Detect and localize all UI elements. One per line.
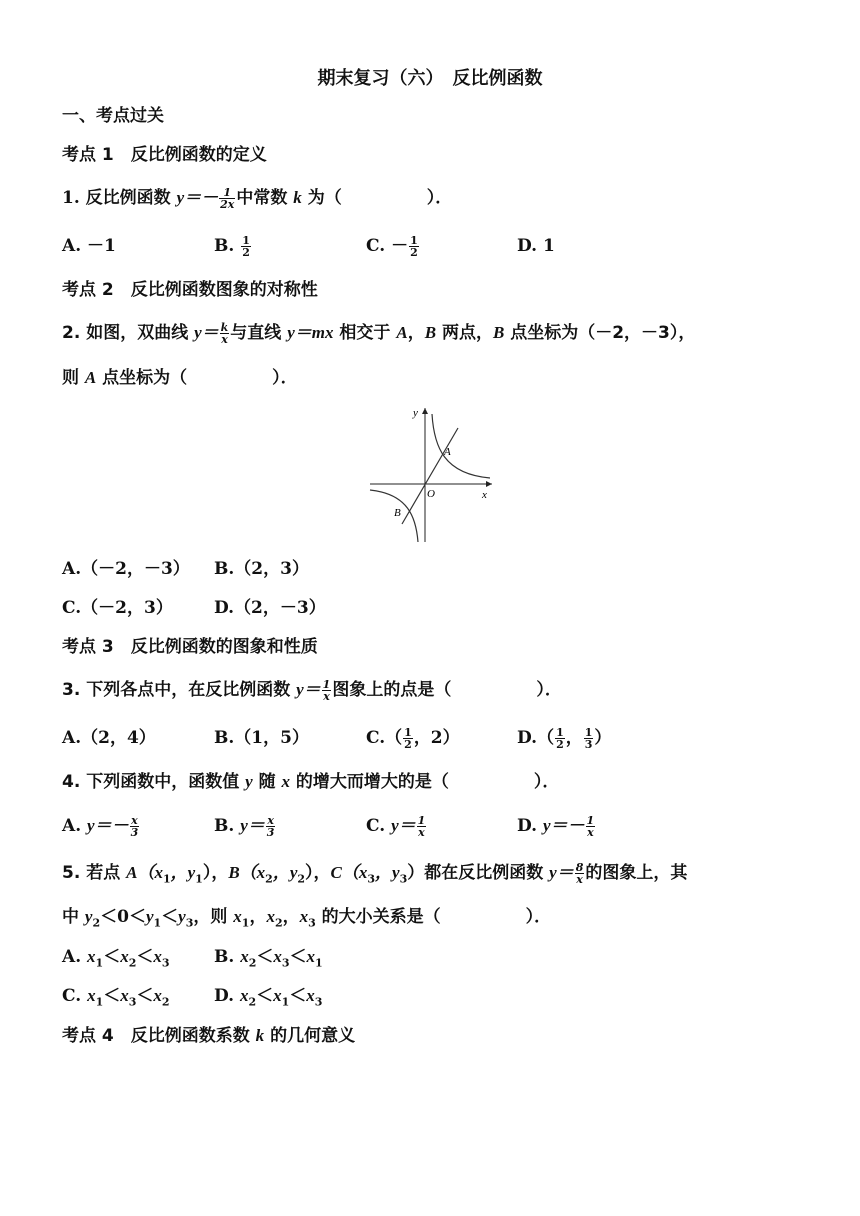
- question-4: 4. 下列函数中，函数值 y 随 x 的增大而增大的是（ ）．: [62, 772, 560, 792]
- point-a-label: A: [444, 446, 451, 458]
- origin-label: O: [427, 488, 435, 500]
- topic-4-heading: 考点 4 反比例函数系数 k 的几何意义: [62, 1026, 356, 1046]
- option-b[interactable]: B.（2，3）: [214, 559, 309, 579]
- option-d[interactable]: D. $x_2<x_1<x_3$: [214, 986, 323, 1009]
- y-axis-label: y: [413, 407, 418, 419]
- option-d[interactable]: D.（2，－3）: [214, 598, 326, 618]
- fraction: $\frac{1}{2x}$: [220, 186, 235, 211]
- option-b[interactable]: B. $x_2<x_3<x_1$: [214, 947, 323, 970]
- hyperbola-figure: [368, 402, 498, 544]
- section-heading: 一、考点过关: [62, 106, 164, 126]
- option-d[interactable]: D.（ $\frac{1}{2}$ ， $\frac{1}{3}$ ）: [517, 726, 612, 751]
- point-b-label: B: [394, 507, 401, 519]
- option-c[interactable]: C.（－2，3）: [62, 598, 173, 618]
- topic-2-heading: 考点 2 反比例函数图象的对称性: [62, 280, 318, 300]
- question-2-line-1: 2. 如图，双曲线 y＝ $\frac{k}{x}$ 与直线 y＝mx 相交于 A，B 两点，B 点坐标为（－2，－3），: [62, 321, 696, 346]
- option-c[interactable]: C. － $\frac{1}{2}$: [366, 234, 418, 259]
- topic-3-heading: 考点 3 反比例函数的图象和性质: [62, 637, 318, 657]
- option-b[interactable]: B.（1，5）: [214, 728, 309, 748]
- option-d[interactable]: D. 1: [517, 236, 555, 256]
- topic-1-heading: 考点 1 反比例函数的定义: [62, 145, 267, 165]
- option-b[interactable]: B. y＝ $\frac{x}{3}$: [214, 814, 275, 839]
- option-a[interactable]: A.（－2，－3）: [62, 559, 190, 579]
- option-c[interactable]: C. $x_1<x_3<x_2$: [62, 986, 170, 1009]
- question-3: 3. 下列各点中，在反比例函数 y＝ $\frac{1}{x}$ 图象上的点是（ ）．: [62, 678, 562, 703]
- x-axis-label: x: [482, 489, 487, 501]
- option-a[interactable]: A. y＝－ $\frac{x}{3}$: [62, 814, 139, 839]
- option-c[interactable]: C. y＝ $\frac{1}{x}$: [366, 814, 426, 839]
- question-2-line-2: 则 A 点坐标为（ ）．: [62, 368, 298, 388]
- question-5-line-1: 5. 若点 $A(x_1$，$y_1$），$B(x_2$，$y_2$），$C(x_3$，$y_3$）都在反比例函数 y＝ $\frac{8}{x}$ 的图象上，其: [62, 861, 688, 886]
- option-b[interactable]: B. $\frac{1}{2}$: [214, 234, 250, 259]
- page-title: 期末复习（六） 反比例函数: [317, 68, 543, 89]
- question-5-line-2: 中 $y_2<0<y_1<y_3$，则 $x_1$，$x_2$，$x_3$ 的大小关系是（ ）．: [62, 907, 552, 930]
- option-a[interactable]: A.（2，4）: [62, 728, 156, 748]
- option-d[interactable]: D. y＝－ $\frac{1}{x}$: [517, 814, 595, 839]
- option-a[interactable]: A. －1: [62, 236, 116, 256]
- question-1: 1. 反比例函数 y＝－ $\frac{1}{2x}$ 中常数 k 为（ ）．: [62, 186, 453, 211]
- option-a[interactable]: A. $x_1<x_2<x_3$: [62, 947, 170, 970]
- option-c[interactable]: C.（ $\frac{1}{2}$ ，2）: [366, 726, 460, 751]
